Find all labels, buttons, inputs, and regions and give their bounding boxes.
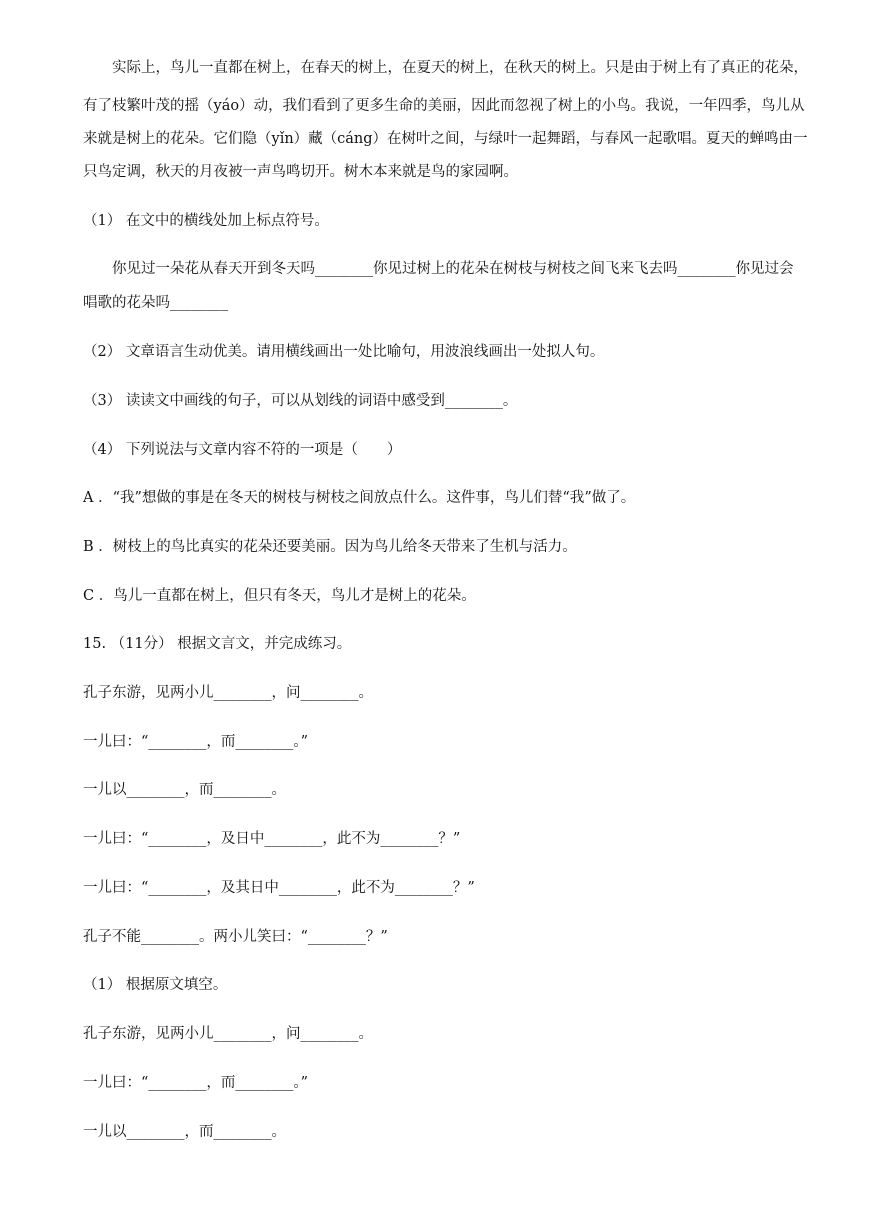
q15-repeat-line-3: 一儿以________，而________。 xyxy=(83,1124,286,1140)
q15-line-5: 一儿曰：“________，及其日中________，此不为________？” xyxy=(83,880,475,896)
q15-repeat-line-2: 一儿曰：“________，而________。” xyxy=(83,1075,309,1091)
passage-line-2: 有了枝繁叶茂的摇（yáo）动，我们看到了更多生命的美丽，因此而忽视了树上的小鸟。我说，一年四季，鸟儿从 xyxy=(83,98,805,114)
q15-line-6: 孔子不能________。两小儿笑曰：“________？” xyxy=(83,929,388,945)
q15-repeat-line-1: 孔子东游，见两小儿________，问________。 xyxy=(83,1026,373,1042)
q15-line-1: 孔子东游，见两小儿________，问________。 xyxy=(83,685,373,701)
passage-line-1: 实际上，鸟儿一直都在树上，在春天的树上，在夏天的树上，在秋天的树上。只是由于树上有了真正的花朵， xyxy=(83,60,808,76)
passage-line-3: 来就是树上的花朵。它们隐（yǐn）藏（cáng）在树叶之间，与绿叶一起舞蹈，与春风一起歌唱。夏天的蝉鸣由一 xyxy=(83,131,808,147)
q14-sub4: （4） 下列说法与文章内容不符的一项是（ ） xyxy=(83,442,402,458)
q15-line-2: 一儿曰：“________，而________。” xyxy=(83,734,309,750)
q15-line-4: 一儿曰：“________，及日中________，此不为________？” xyxy=(83,831,461,847)
q14-sub1: （1） 在文中的横线处加上标点符号。 xyxy=(83,213,329,229)
q14-sub1-text-line-1: 你见过一朵花从春天开到冬天吗________你见过树上的花朵在树枝与树枝之间飞来飞去吗________你见过会 xyxy=(83,261,794,277)
q15-line-3: 一儿以________，而________。 xyxy=(83,782,286,798)
q14-option-a: A ．“我”想做的事是在冬天的树枝与树枝之间放点什么。这件事，鸟儿们替“我”做了。 xyxy=(83,490,636,506)
q14-sub3: （3） 读读文中画线的句子，可以从划线的词语中感受到________。 xyxy=(83,393,518,409)
q14-sub2: （2） 文章语言生动优美。请用横线画出一处比喻句，用波浪线画出一处拟人句。 xyxy=(83,344,605,360)
q14-option-b: B ．树枝上的鸟比真实的花朵还要美丽。因为鸟儿给冬天带来了生机与活力。 xyxy=(83,539,577,555)
q14-option-c: C ．鸟儿一直都在树上，但只有冬天，鸟儿才是树上的花朵。 xyxy=(83,588,476,604)
q15-heading: 15. （11分） 根据文言文，并完成练习。 xyxy=(83,636,352,652)
passage-line-4: 只鸟定调，秋天的月夜被一声鸟鸣切开。树木本来就是鸟的家园啊。 xyxy=(83,164,518,180)
q14-sub1-text-line-2: 唱歌的花朵吗________ xyxy=(83,295,228,311)
q15-sub1: （1） 根据原文填空。 xyxy=(83,977,228,993)
